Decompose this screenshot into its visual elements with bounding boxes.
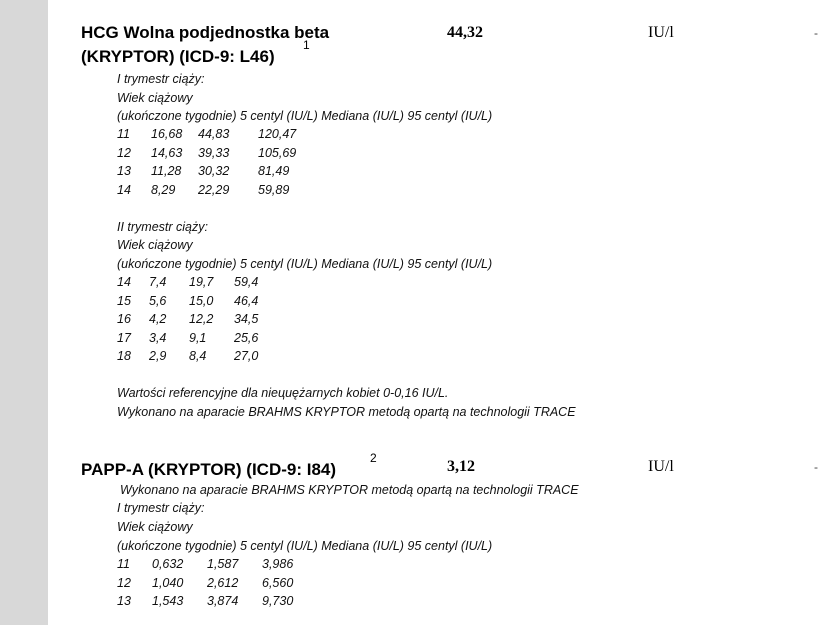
hcg-t1-table-cell: 81,49 [258,164,290,178]
pappa-t1-table-cell: 1,587 [207,557,239,571]
hcg-title-line1: HCG Wolna podjednostka beta [81,23,330,42]
hcg-t1-table-cell: 14 [117,182,131,197]
hcg-t2-table-cell: 8,4 [189,349,207,364]
pappa-footnote: 2 [370,451,377,465]
hcg-t1-table-cell: 30,32 [198,164,230,178]
pappa-t1-table-cell: 0,632 [152,557,184,571]
hcg-t2-table-cell: 9,1 [189,330,207,345]
hcg-t1-table-cell: 59,89 [258,182,290,197]
hcg-t1-table-cell: 105,69 [258,145,297,160]
pappa-method-note: Wykonano na aparacie BRAHMS KRYPTOR metodą opartą na technologii TRACE [120,483,579,497]
pappa-t1-col-label: Wiek ciążowy [117,520,193,534]
hcg-t2-table-cell: 15,0 [189,293,214,308]
pappa-t1-table-cell: 12 [117,575,131,590]
pappa-t1-heading: I trymestr ciąży: [117,501,205,515]
hcg-t1-table-cell: 44,83 [198,127,230,141]
hcg-t2-heading: II trymestr ciąży: [117,220,208,234]
pappa-unit: IU/l [648,458,674,475]
hcg-t1-header: (ukończone tygodnie) 5 centyl (IU/L) Mediana (IU/L) 95 centyl (IU/L) [117,109,493,123]
hcg-t1-col-label: Wiek ciążowy [117,91,193,105]
hcg-t2-table-cell: 16 [117,312,131,327]
hcg-t1-table-cell: 22,29 [198,182,230,197]
pappa-t1-table-cell: 11 [117,557,130,571]
hcg-t2-col-label: Wiek ciążowy [117,238,193,252]
pappa-t1-table-cell: 6,560 [262,575,294,590]
hcg-method-note: Wykonano na aparacie BRAHMS KRYPTOR metodą opartą na technologii TRACE [117,405,576,419]
hcg-t1-table-cell: 12 [117,145,131,160]
edge-mark: - [814,26,818,40]
pappa-value: 3,12 [447,458,475,475]
hcg-t1-table-cell: 120,47 [258,127,297,141]
pappa-t1-table-cell: 3,986 [262,557,294,571]
hcg-t1-table-cell: 11 [117,127,130,141]
pappa-t1-table-cell: 1,543 [152,594,184,609]
hcg-t2-table-cell: 7,4 [149,275,167,289]
hcg-t2-table-cell: 2,9 [149,349,167,364]
hcg-t1-table-cell: 14,63 [151,145,183,160]
pappa-t1-header: (ukończone tygodnie) 5 centyl (IU/L) Mediana (IU/L) 95 centyl (IU/L) [117,539,493,553]
hcg-t2-table-cell: 15 [117,293,131,308]
hcg-t2-table-cell: 18 [117,349,131,364]
hcg-reference-note: Wartości referencyjne dla niециężarnych kobiet 0-0,16 IU/L. [117,386,449,400]
document-page [48,0,821,625]
hcg-t1-table-cell: 11,28 [151,164,182,178]
hcg-t2-table-cell: 59,4 [234,275,259,289]
hcg-t2-table-cell: 27,0 [234,349,259,364]
hcg-t1-table-cell: 39,33 [198,145,230,160]
hcg-t2-table-cell: 14 [117,275,131,289]
edge-mark: - [814,460,818,474]
hcg-t2-table-cell: 3,4 [149,330,167,345]
hcg-t2-table-cell: 34,5 [234,312,259,327]
pappa-t1-table-cell: 3,874 [207,594,239,609]
hcg-t1-heading: I trymestr ciąży: [117,72,205,86]
hcg-t2-table-cell: 19,7 [189,275,214,289]
hcg-unit: IU/l [648,24,674,41]
hcg-t2-table-cell: 4,2 [149,312,167,327]
hcg-title-line2: (KRYPTOR) (ICD-9: L46) [81,47,275,66]
hcg-t2-header: (ukończone tygodnie) 5 centyl (IU/L) Mediana (IU/L) 95 centyl (IU/L) [117,257,493,271]
pappa-t1-table-cell: 13 [117,594,131,609]
hcg-t2-table-cell: 25,6 [234,330,259,345]
pappa-t1-table-cell: 2,612 [207,575,239,590]
hcg-t1-table-cell: 16,68 [151,127,183,141]
hcg-t2-table-cell: 5,6 [149,293,167,308]
pappa-t1-table-cell: 1,040 [152,575,184,590]
hcg-t1-table-cell: 8,29 [151,182,176,197]
pappa-title: PAPP-A (KRYPTOR) (ICD-9: I84) [81,460,337,479]
hcg-t2-table-cell: 46,4 [234,293,259,308]
hcg-t1-table-cell: 13 [117,164,131,178]
hcg-t2-table-cell: 17 [117,330,131,345]
pappa-t1-table-cell: 9,730 [262,594,294,609]
hcg-value: 44,32 [447,24,483,41]
hcg-t2-table-cell: 12,2 [189,312,214,327]
hcg-footnote: 1 [303,38,310,52]
